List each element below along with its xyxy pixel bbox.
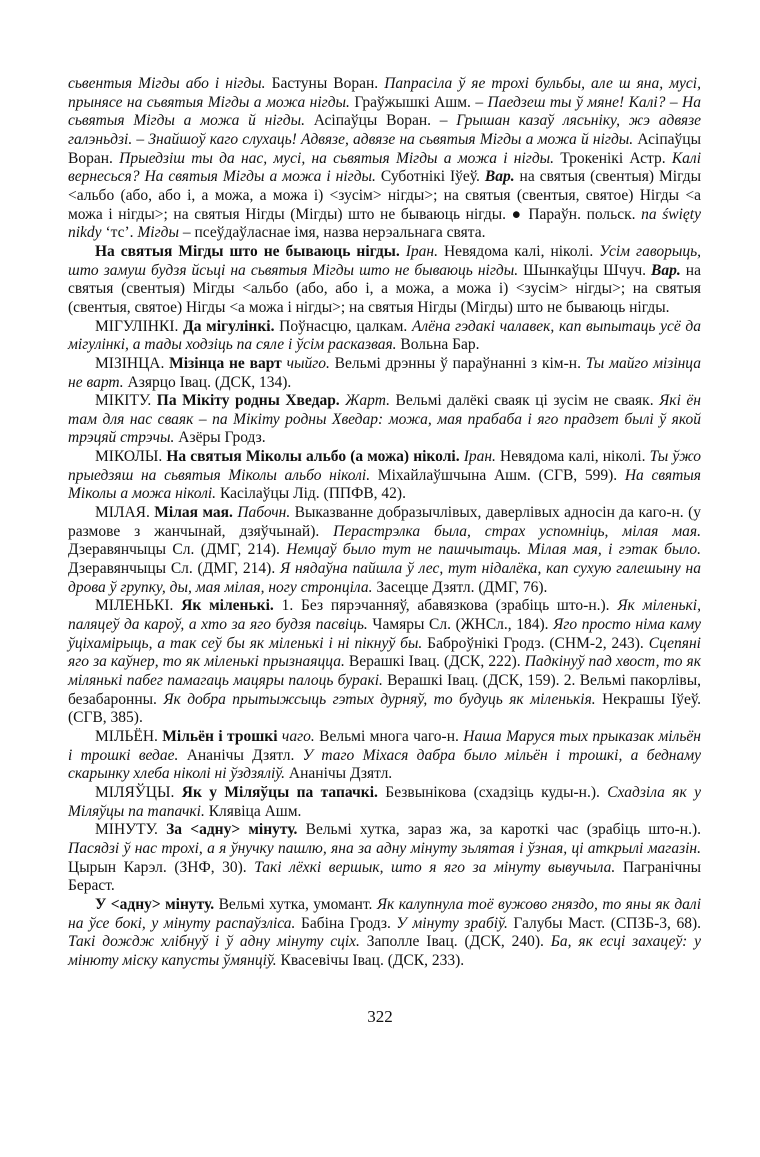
text-run: Вольна Бар. <box>396 336 480 354</box>
text-run: Галубы Маст. (СПЗБ-3, 68). <box>507 914 701 932</box>
dictionary-entry <box>68 75 701 243</box>
italic-text-run: Такі дождж хлібнуў і ў адну мінуту сціх. <box>68 933 360 951</box>
italic-text-run: – Грышан казаў лясьніку, жэ адвязе галэньдзі. – Знайшоў каго слухаць! Адвязе, адвязе на сьвятыя Мігды а можа й нігды. <box>68 112 702 148</box>
dictionary-entry <box>68 448 701 504</box>
headword-phrase: Мільён і трошкі <box>162 727 278 745</box>
italic-text-run: чыйго. <box>286 354 330 372</box>
italic-text-run: Ты ўжо прыедзяш на сьвятыя Міколы альбо ніколі. <box>68 448 701 484</box>
text-run: Цырын Карэл. (ЗНФ, 30). <box>68 858 255 876</box>
headword-phrase: Як міленькі. <box>181 597 274 615</box>
italic-text-run: Мігды <box>137 224 179 242</box>
text-run: Ананічы Дзятл. <box>178 746 303 764</box>
italic-text-run: У мінуту зрабіў. <box>396 914 508 932</box>
text-run: МІЛЯЎЦЫ. <box>95 783 182 801</box>
text-run: МІЛЕНЬКІ. <box>95 597 182 615</box>
text-run: Асіпаўцы Воран. <box>68 130 701 167</box>
text-run: Азёры Гродз. <box>174 429 266 447</box>
text-run: Верашкі Івац. (ДСК, 222). <box>344 653 525 671</box>
text-run: Чамяры Сл. (ЖНСл., 184). <box>367 616 554 634</box>
italic-text-run: Немцаў было тут не пашчытаць. Мілая мая, і гэтак было. <box>286 541 702 559</box>
italic-text-run: сьвентыя Мігды або і нігды. <box>68 75 266 92</box>
text-run: Дзеравянчыцы Сл. (ДМГ, 214). <box>68 560 280 578</box>
text-run: Засецце Дзятл. (ДМГ, 76). <box>372 578 548 596</box>
italic-text-run: Як калупнула тоё вужово гняздо, то яны як далі на ўсе бокі, у мінуту распаўзліса. <box>68 895 701 932</box>
text-run: МІКІТУ. <box>95 392 157 410</box>
italic-text-run: Сцепяні яго за каўнер, то як міленькі прызнаяцца. <box>68 634 701 671</box>
text-run: Безвынікова (схадзіць куды-н.). <box>377 783 608 801</box>
text-run: Квасевічы Івац. (ДСК, 233). <box>276 951 465 969</box>
text-run: Невядома калі, ніколі. <box>438 242 600 260</box>
dictionary-entry <box>68 821 701 896</box>
headword-phrase: Мілая мая. <box>154 504 233 522</box>
text-run: Вельмі дрэнны ў параўнанні з кім-н. <box>329 354 586 372</box>
text-run: Граўжышкі Ашм. <box>349 93 476 111</box>
text-run: Вельмі далёкі сваяк ці зусім не сваяк. <box>390 392 660 410</box>
italic-text-run: Ба, як есці захацеў: у мінюту міску капусты ўмянціў. <box>68 933 701 969</box>
text-run: – псеўдаўласнае імя, назва нерэальнага свята. <box>178 224 486 242</box>
text-run: Клявіца Ашм. <box>204 802 302 820</box>
headword-phrase: На святыя Мігды што не бываюць нігды. <box>95 242 400 260</box>
text-run: Дзеравянчыцы Сл. (ДМГ, 214). <box>68 541 287 559</box>
text-run: Вельмі хутка, зараз жа, за кароткі час (зрабіць што-н.). <box>297 821 701 839</box>
dictionary-entry <box>68 318 701 355</box>
text-run: Заполле Івац. (ДСК, 240). <box>359 933 551 951</box>
italic-text-run: Пабочн. <box>237 504 291 522</box>
headword-phrase: Як у Міляўцы па тапачкі. <box>181 783 378 801</box>
text-run: Бабіна Гродз. <box>295 914 397 932</box>
italic-text-run: na święty nikdy <box>68 205 701 242</box>
italic-text-run: Ты майго мізінца не варт. <box>68 354 701 391</box>
text-run: Вельмі хутка, умомант. <box>214 895 377 913</box>
dictionary-entry <box>68 597 701 728</box>
italic-text-run: Такі лёхкі вершык, што я яго за мінуту вывучыла. <box>254 858 616 876</box>
text-run: МІКОЛЫ. <box>95 448 167 466</box>
dictionary-page-body <box>68 75 701 971</box>
text-run: Вельмі многа чаго-н. <box>314 727 464 745</box>
text-run: Суботнікі Іўеў. <box>375 168 485 186</box>
dictionary-entry <box>68 896 701 971</box>
headword-phrase: За <адну> мінуту. <box>166 821 298 839</box>
text-run: Бабpоўнікі Гродз. (СНМ-2, 243). <box>422 634 649 652</box>
italic-text-run: Жарт. <box>345 392 390 410</box>
italic-text-run: Схадзіла як у Міляўцы па тапачкі. <box>68 783 701 820</box>
italic-text-run: Усім гаворыць, што замуш будзя йсьці на сьвятыя Мігды што не бываюць нігды. <box>68 242 702 279</box>
italic-text-run: – Паедзеш ты ў мяне! Калі? – На сьвятыя Мігды а можа й нігды. <box>68 93 701 130</box>
dictionary-entry <box>68 355 701 392</box>
italic-text-run: Калі вернесься? На святыя Мігды а можа і нігды. <box>68 149 701 186</box>
headword-phrase: Мізінца не варт <box>169 354 282 372</box>
italic-text-run: Як добра прытыжсыць гэтых дурняў, то будуць як міленькія. <box>163 690 596 708</box>
text-run: Азярцо Івац. (ДСК, 134). <box>123 373 292 391</box>
italic-text-run: Які ён там для нас сваяк – па Мікіту родны Хведар: можа, мая прабаба і яго прадзет былі ў якой трэцяй стрэчы. <box>68 392 701 447</box>
text-run: Верашкі Івац. (ДСК, 159). 2. Вельмі пакорлівы, безабаронны. <box>68 672 701 708</box>
italic-text-run: Яго просто німа каму ўціхамірыць, а так сеў бы як міленькі і ні пікнуў бы. <box>68 616 702 652</box>
text-run: на святыя (свентыя) Мігды <альбо (або, або і, а можа, а можа і) <зусім> нігды>; на святыя (свентыя, святое) Нігды <а можа і нігды>; на святыя Нігды (Мігды) што не бываюць нігды. <box>68 261 701 316</box>
text-run: Трокенікі Астр. <box>554 149 672 167</box>
text-run: Выказванне добразычлівых, даверлівых адносін да каго-н. (у размове з жанчынай, дзяўчынай). <box>68 504 702 540</box>
text-run: Некрашы Іўеў. (СГВ, 385). <box>68 690 701 727</box>
text-run: на святыя (свентыя) Мігды <альбо (або, або і, а можа, а можа і) <зусім> нігды>; на святыя (свентыя, святое) Нігды <а можа і нігды>; на святыя Нігды (Мігды) што не бываюць нігды. ● Параўн. польск. <box>68 168 701 223</box>
text-run: МІНУТУ. <box>95 821 167 839</box>
dictionary-entry <box>68 392 701 448</box>
dictionary-entry <box>68 728 701 784</box>
headword-phrase: Да мігулінкі. <box>183 317 275 335</box>
italic-text-run: Пасядзі ў нас трохі, а я ўнучку пашлю, яна за адну мінуту зьлятая і ўзная, ці аткрылі магазін. <box>68 839 701 857</box>
dictionary-entry <box>68 243 701 318</box>
italic-text-run: Наша Маруся тых прыказак мільён і трошкі ведае. <box>68 727 701 764</box>
text-run: Бастуны Воран. <box>265 75 385 92</box>
italic-text-run: Прыедзіш ты да нас, мусі, на сьвятыя Мігды а можа і нігды. <box>119 149 555 167</box>
text-run: 1. Без пярэчанняў, абавязкова (зрабіць што-н.). <box>273 597 618 615</box>
italic-text-run: Алёна гэдакі чалавек, кап выпытаць усё да мігулінкі, а тады ходзіць па сяле і ўсім расказвая. <box>68 317 702 354</box>
text-run: Міхайлаўшчына Ашм. (СГВ, 599). <box>370 466 625 484</box>
italic-text-run: Падкінуў пад хвост, то як мілянькі пабег памагаць мацяры палоць буракі. <box>68 653 701 689</box>
headword-phrase: На святыя Міколы альбо (а можа) ніколі. <box>166 448 460 466</box>
text-run: ‘тс’. <box>101 224 138 242</box>
text-run: Шынкаўцы Шчуч. <box>518 261 652 279</box>
dictionary-entry <box>68 504 701 597</box>
text-run: МІЗІНЦА. <box>95 354 170 372</box>
variant-label: Вар. <box>651 261 681 279</box>
text-run: МІЛЬЁН. <box>95 727 163 745</box>
variant-label: Вар. <box>484 168 515 186</box>
italic-text-run: У таго Міхася дабра было мільён і трошкі, а беднаму скарынку хлеба ніколі ні ўздзяліў. <box>68 746 701 783</box>
italic-text-run: Папрасіла ў яе трохі бульбы, але ш яна, мусі, прынясе на сьвятыя Мігды а можа нігды. <box>68 75 701 111</box>
text-run: Касілаўцы Лід. (ППФВ, 42). <box>216 485 406 503</box>
text-run: Ананічы Дзятл. <box>285 765 393 783</box>
italic-text-run: Я нядаўна пайшла ў лес, тут нідалёка, кап сухую галешыну на дрова ў групку, ды, мая мілая, ногу стронціла. <box>68 560 701 596</box>
italic-text-run: Іран. <box>405 242 438 260</box>
text-run: Пагранічны Бераст. <box>68 858 701 895</box>
headword-phrase: Па Мікіту родны Хведар. <box>156 392 340 410</box>
text-run: Поўнасцю, цалкам. <box>274 317 412 335</box>
italic-text-run: На святыя Міколы а можа ніколі. <box>68 466 701 503</box>
page-number: 322 <box>367 1007 393 1026</box>
text-run: Асіпаўцы Воран. <box>304 112 440 130</box>
italic-text-run: Іран. <box>463 448 496 466</box>
italic-text-run: чаго. <box>281 727 315 745</box>
italic-text-run: Перастрэлка была, страх успомніць, мілая мая. <box>333 522 702 540</box>
text-run: МІЛАЯ. <box>95 504 155 522</box>
text-run: МІГУЛІНКІ. <box>95 317 184 335</box>
dictionary-entry <box>68 784 701 821</box>
italic-text-run: Як міленькі, паляцеў да кароў, а хто за яго будзя пасвіць. <box>68 597 701 634</box>
headword-phrase: У <адну> мінуту. <box>95 895 215 913</box>
text-run: Невядома калі, ніколі. <box>495 448 650 466</box>
